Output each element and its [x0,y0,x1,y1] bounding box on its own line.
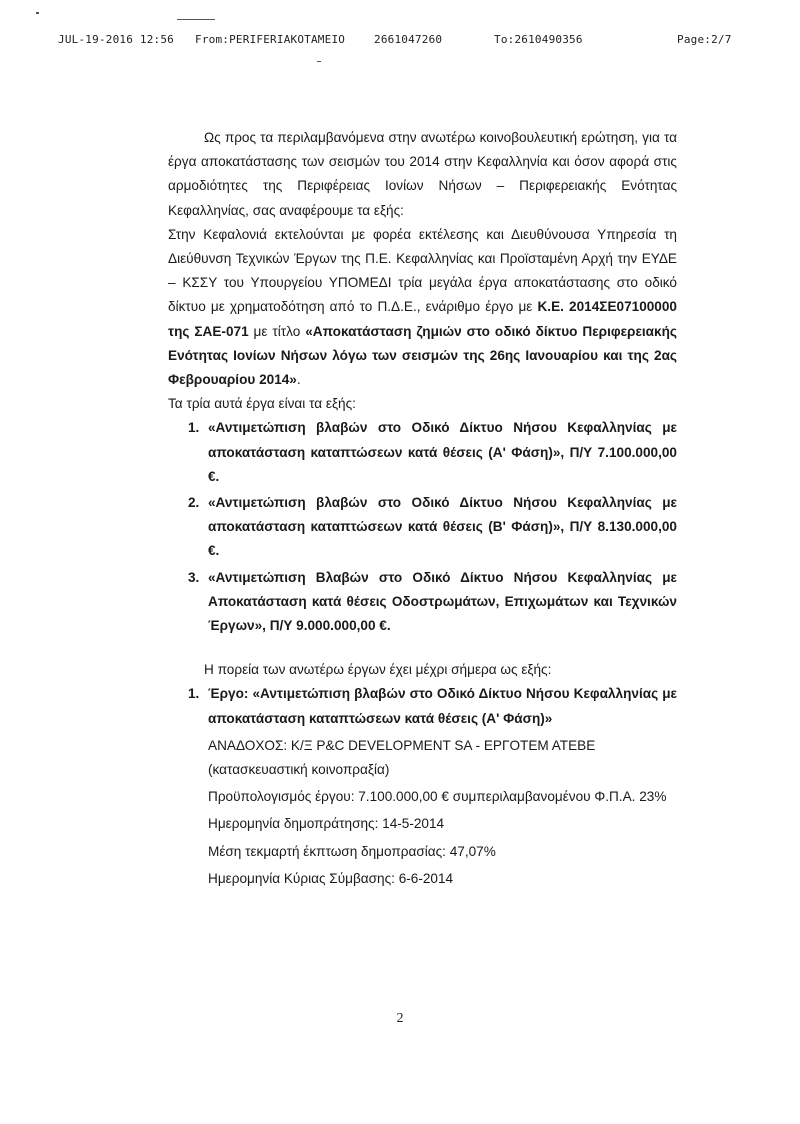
progress-item [168,682,677,891]
tender-date: Ημερομηνία δημοπράτησης: 14-5-2014 [208,816,445,832]
progress-intro: Η πορεία των ανωτέρω έργων έχει μέχρι σήμερα ως εξής: [204,662,552,678]
fax-page: Page:2/7 [677,33,732,46]
progress-item-details [168,734,677,891]
list-item: 3. «Αντιμετώπιση Βλαβών στο Οδικό Δίκτυο Νήσου Κεφαλληνίας με Αποκατάσταση κατά θέσεις Οδοστρωμάτων, Επιχωμάτων και Τεχνικών Έργων», Π/Υ 9.000.000,00 €. [188,569,677,634]
progress-item-title: 1. Έργο: «Αντιμετώπιση βλαβών στο Οδικό Δίκτυο Νήσου Κεφαλληνίας με αποκατάσταση καταπτώσεων κατά θέσεις (Α' Φάση)» [188,686,677,726]
list-item: 1. «Αντιμετώπιση βλαβών στο Οδικό Δίκτυο Νήσου Κεφαλληνίας με αποκατάσταση καταπτώσεων κατά θέσεις (Α' Φάση)», Π/Υ 7.100.000,00 €. [188,420,677,484]
projects-paragraph: Στην Κεφαλονιά εκτελούνται με φορέα εκτέλεσης και Διευθύνουσα Υπηρεσία τη Διεύθυνση Τεχνικών Έργων της Π.Ε. Κεφαλληνίας και Προϊσταμένη Αρχή την ΕΥΔΕ – ΚΣΣΥ του Υπουργείου ΥΠΟΜΕΔΙ τρία μεγάλα έργα αποκατάστασης στο οδικό δίκτυο με χρηματοδότηση από το Π.Δ.Ε., ενάριθμο έργο με Κ.Ε. 2014ΣΕ07100000 της ΣΑΕ-071 με τίτλο «Αποκατάσταση ζημιών στο οδικό δίκτυο Περιφερειακής Ενότητας Ιονίων Νήσων λόγω των σεισμών της 26ης Ιανουαρίου και της 2ας Φεβρουαρίου 2014». [168,226,677,388]
page-number: 2 [396,1011,404,1026]
list-intro: Τα τρία αυτά έργα είναι τα εξής: [168,396,356,412]
tender-discount: Μέση τεκμαρτή έκπτωση δημοπρασίας: 47,07% [208,843,496,859]
scan-speck [36,12,39,14]
fax-to: To:2610490356 [494,33,583,46]
scan-speck [317,61,321,62]
program-title: «Αποκατάσταση ζημιών στο οδικό δίκτυο Περιφερειακής Ενότητας Ιονίων Νήσων λόγω των σεισμών της 26ης Ιανουαρίου και της 2ας Φεβρουαρίου 2014» [168,323,677,388]
contractor: ΑΝΑΔΟΧΟΣ: Κ/Ξ P&C DEVELOPMENT SA - ΕΡΓΟΤΕΜ ΑΤΕΒΕ (κατασκευαστική κοινοπραξία) [208,737,596,778]
project-budget: Προϋπολογισμός έργου: 7.100.000,00 € συμπεριλαμβανομένου Φ.Π.Α. 23% [208,789,667,805]
contract-date: Ημερομηνία Κύριας Σύμβασης: 6-6-2014 [208,870,454,886]
document-body [168,126,677,891]
list-item: 2. «Αντιμετώπιση βλαβών στο Οδικό Δίκτυο Νήσου Κεφαλληνίας με αποκατάσταση καταπτώσεων κατά θέσεις (Β' Φάση)», Π/Υ 8.130.000,00 €. [188,495,677,559]
fax-date-time: JUL-19-2016 12:56 [58,33,174,46]
fax-from-number: 2661047260 [374,33,443,46]
fax-header [0,33,800,51]
scan-speck [177,19,215,20]
projects-list [168,416,677,638]
intro-paragraph: Ως προς τα περιλαμβανόμενα στην ανωτέρω κοινοβουλευτική ερώτηση, για τα έργα αποκατάστασης των σεισμών του 2014 στην Κεφαλληνία και όσον αφορά στις αρμοδιότητες της Περιφέρειας Ιονίων Νήσων – Περιφερειακής Ενότητας Κεφαλληνίας, σας αναφέρουμε τα εξής: [168,130,677,218]
fax-from: From:PERIFERIAKOTAMEIO [195,33,346,46]
budget-code: Κ.Ε. 2014ΣΕ07100000 της ΣΑΕ-071 [168,299,677,339]
